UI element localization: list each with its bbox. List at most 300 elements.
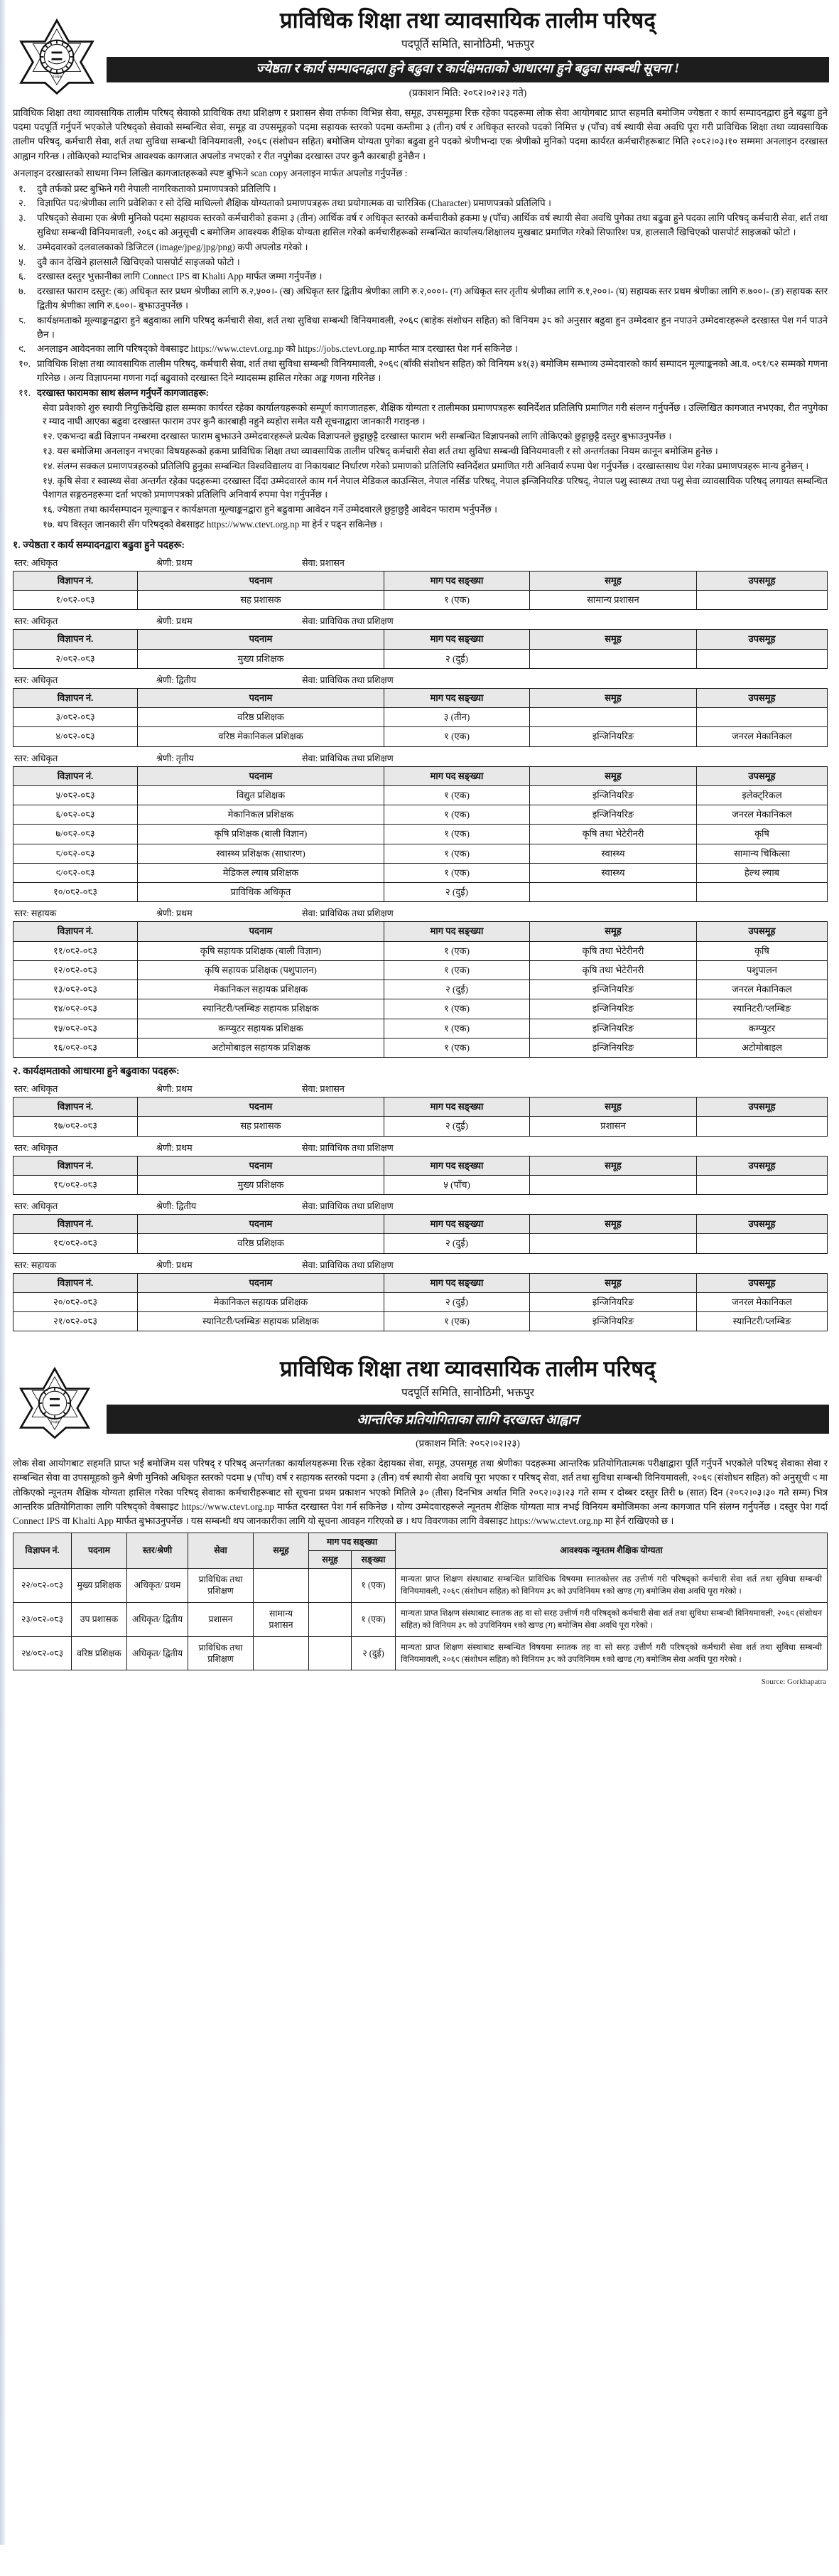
cell-group: इन्जिनियरिङ bbox=[530, 1292, 697, 1311]
cell-qualification: मान्यता प्राप्त शिक्षण संस्थाबाट सम्बन्धित प्राविधिक विषयमा स्नातकोत्तर तह उत्तीर्ण गरी परिषद्को कर्मचारी सेवा शर्त तथा सुविधा सम्बन्धी विनियमावली, २०६९ (संशोधन सहित) को विनियम ३८ को उपविनियम १को खण्ड (ग) बमोजिम सेवा अवधि पूरा गरेको । bbox=[396, 1568, 828, 1602]
cell-subgroup bbox=[697, 1117, 828, 1136]
cell-post-name: वरिष्ठ प्रशिक्षक bbox=[138, 708, 384, 727]
table-group-meta bbox=[13, 1200, 828, 1212]
source-credit: Source: Gorkhapatra bbox=[761, 1678, 826, 1687]
jobs-table bbox=[13, 1097, 828, 1137]
cell-post-name: वरिष्ठ प्रशिक्षक bbox=[72, 1636, 127, 1670]
th-group: समूह bbox=[530, 571, 697, 590]
cell-group: इन्जिनियरिङ bbox=[530, 999, 697, 1019]
list-item bbox=[13, 196, 828, 210]
notice-body bbox=[0, 99, 839, 1331]
cell-post-name: मेडिकल ल्याब प्रशिक्षक bbox=[138, 863, 384, 882]
table-row bbox=[13, 1636, 828, 1670]
cell-post-name: सह प्रशासक bbox=[138, 1117, 384, 1136]
table-row bbox=[13, 1117, 828, 1136]
th-advertisement-no: विज्ञापन नं. bbox=[13, 922, 138, 941]
table-group-meta bbox=[13, 615, 828, 627]
notice-banner-primary: ज्येष्ठता र कार्य सम्पादनद्वारा हुने बढुवा र कार्यक्षमताको आधारमा हुने बढुवा सम्बन्धी सूचना ! bbox=[107, 57, 829, 82]
th-advertisement-no: विज्ञापन नं. bbox=[13, 1156, 138, 1175]
th-group: समूह bbox=[530, 766, 697, 785]
meta-level: स्तर: अधिकृत bbox=[14, 1084, 58, 1095]
page-edge-decoration bbox=[0, 0, 5, 2545]
meta-service: सेवा: प्राविधिक तथा प्रशिक्षण bbox=[302, 753, 394, 763]
logo-container-secondary bbox=[10, 1356, 104, 1445]
list-item-text: दरखास्त फाराम दस्तुर: (क) अधिकृत स्तर प्रथम श्रेणीका लागि रु.२,५००।- (ख) अधिकृत स्तर द्वितीय श्रेणीका लागि रु.२,०००।- (ग) अधिकृत स्तर तृतीय श्रेणीका लागि रु.१,२००।- (घ) सहायक स्तर प्रथम श्रेणीका लागि रु.७००।- (ङ) सहायक स्तर द्वितीय श्रेणीका लागि रु.६००।- बुझाउनुपर्नेछ । bbox=[37, 286, 828, 311]
qualification-table-header-row bbox=[13, 1533, 828, 1550]
th-demand-count: माग पद सङ्ख्या bbox=[384, 922, 530, 941]
cell-advertisement-no: २२/०८२-०८३ bbox=[13, 1568, 72, 1602]
cell-group bbox=[530, 1175, 697, 1194]
cell-group bbox=[254, 1636, 309, 1670]
cell-group: स्वास्थ्य bbox=[530, 844, 697, 863]
cell-group: इन्जिनियरिङ bbox=[530, 1019, 697, 1038]
cell-post-name: मेकानिकल सहायक प्रशिक्षक bbox=[138, 980, 384, 999]
cell-demand-count: १ (एक) bbox=[384, 805, 530, 825]
list-item-text: दुवै तर्फको प्रस्ट बुझिने गरी नेपाली नागरिकताको प्रमाणपत्रको प्रतिलिपि । bbox=[37, 183, 276, 194]
list-item bbox=[13, 357, 828, 385]
cell-count: १ (एक) bbox=[352, 1568, 396, 1602]
th-subgroup: उपसमूह bbox=[697, 922, 828, 941]
jobs-table-header-row bbox=[13, 1156, 828, 1175]
section-2-heading: २. कार्यक्षमताको आधारमा हुने बढुवाका पदहरू: bbox=[13, 1066, 180, 1078]
th-group: समूह bbox=[254, 1533, 309, 1568]
section-2-tables bbox=[13, 1083, 828, 1331]
sub-paragraph: १७. थप विस्तृत जानकारी सँग परिषद्को वेबसाइट https://www.ctevt.org.np मा हेर्न र पढ्न सकिनेछ । bbox=[43, 519, 383, 530]
ctevt-star-emblem-icon bbox=[17, 1365, 97, 1445]
intro-paragraph: प्राविधिक शिक्षा तथा व्यावसायिक तालीम परिषद् सेवाको प्राविधिक तथा प्रशिक्षण र प्रशासन सेवा तर्फका विभिन्न सेवा, समूह, उपसमूहमा रिक्त रहेका पदहरूमा लोक सेवा आयोगबाट प्राप्त सहमति बमोजिम ज्येष्ठता र कार्य सम्पादनद्वारा हुने बढुवा हुने पदमा पदपूर्ति गर्नुपर्ने भएकोले परिषद्को सेवाको सम्बन्धित सेवा, समूह वा उपसमूहको पदमा सहायक स्तरको पदमा कम्तीमा ३ (तीन) वर्ष र अधिकृत स्तरको पदको निमित्त ५ (पाँच) वर्ष स्थायी सेवा अवधि पूरा गरी प्राविधिक शिक्षा तथा व्यावसायिक तालीम परिषद्, कर्मचारी सेवा, शर्त तथा सुविधा सम्बन्धी विनियमावली, २०६९ (संशोधन सहित) बमोजिम योग्यता पुगेका बढुवा हुने पदको श्रेणीभन्दा एक श्रेणीको मुनिको पदमा कार्यरत कर्मचारीहरूबाट मिति २०८२।०३।१० सम्ममा अनलाइन दरखास्त आह्वान गरिन्छ । तोकिएको म्यादभित्र आवश्यक कागजात अपलोड नभएको र रीत नपुगेका दरखास्त उपर कुनै कारबाही हुनेछैन । bbox=[13, 107, 828, 161]
meta-grade: श्रेणी: प्रथम bbox=[156, 616, 193, 627]
list-item-number: ३. bbox=[18, 213, 26, 224]
publication-date-primary: (प्रकाशन मिति: २०८२।०२।२३ गते) bbox=[408, 87, 527, 99]
cell-post-name: स्वास्थ्य प्रशिक्षक (साधारण) bbox=[138, 844, 384, 863]
jobs-table bbox=[13, 688, 828, 747]
section-1-tables bbox=[13, 557, 828, 1058]
cell-group: इन्जिनियरिङ bbox=[530, 980, 697, 999]
cell-subgroup: कम्प्युटर bbox=[697, 1019, 828, 1038]
th-group: समूह bbox=[530, 922, 697, 941]
cell-subgroup bbox=[697, 883, 828, 902]
cell-qualification: मान्यता प्राप्त शिक्षण संस्थाबाट सम्बन्धित विषयमा स्नातक तह वा सो सरह उत्तीर्ण गरी परिषद्को कर्मचारी सेवा शर्त तथा सुविधा सम्बन्धी विनियमावली, २०६९ (संशोधन सहित) को विनियम ३८ को उपविनियम १को खण्ड (ग) बमोजिम सेवा अवधि पूरा गरेको । bbox=[396, 1636, 828, 1670]
th-demand-count: माग पद सङ्ख्या bbox=[384, 571, 530, 590]
cell-advertisement-no: १३/०८२-०८३ bbox=[13, 980, 138, 999]
requirements-list bbox=[13, 182, 828, 400]
jobs-table-body bbox=[13, 1175, 828, 1194]
organization-title: प्राविधिक शिक्षा तथा व्यावसायिक तालीम परिषद् bbox=[279, 8, 656, 33]
th-service: सेवा bbox=[188, 1533, 254, 1568]
cell-subgroup: स्यानिटरी/प्लम्बिङ bbox=[697, 1312, 828, 1331]
jobs-table bbox=[13, 921, 828, 1058]
th-post-name: पदनाम bbox=[138, 1098, 384, 1117]
cell-level-grade: अधिकृत/ द्वितीय bbox=[127, 1636, 188, 1670]
meta-level: स्तर: अधिकृत bbox=[14, 616, 58, 627]
th-post-name: पदनाम bbox=[138, 1273, 384, 1292]
table-group-meta bbox=[13, 1259, 828, 1271]
th-advertisement-no: विज्ञापन नं. bbox=[13, 1273, 138, 1292]
cell-subgroup bbox=[697, 649, 828, 668]
cell-post-name: प्राविधिक अधिकृत bbox=[138, 883, 384, 902]
th-demand-count-parent: माग पद सङ्ख्या bbox=[309, 1533, 396, 1550]
list-item-number: ९. bbox=[18, 343, 26, 355]
list-item-text: कार्यक्षमताको मूल्याङ्कनद्वारा हुने बढुवाका लागि परिषद् कर्मचारी सेवा, शर्त तथा सुविधा सम्बन्धी विनियमावली, २०६९ (बाहेक संशोधन सहित) को विनियम ३८ को अनुसार बढुवा हुन उम्मेदवार हुन नपाउने उम्मेदवारहरूले दरखास्त पेश गर्न पाउने छैन । bbox=[37, 314, 828, 340]
cell-demand-count: १ (एक) bbox=[384, 1019, 530, 1038]
th-advertisement-no: विज्ञापन नं. bbox=[13, 1215, 138, 1234]
meta-level: स्तर: सहायक bbox=[14, 1260, 57, 1270]
cell-count: १ (एक) bbox=[352, 1602, 396, 1636]
cell-post-name: अटोमोबाइल सहायक प्रशिक्षक bbox=[138, 1038, 384, 1057]
cell-level-grade: अधिकृत/ द्वितीय bbox=[127, 1602, 188, 1636]
cell-level-grade: अधिकृत/ प्रथम bbox=[127, 1568, 188, 1602]
th-advertisement-no: विज्ञापन नं. bbox=[13, 630, 138, 649]
jobs-table-header-row bbox=[13, 571, 828, 590]
jobs-table bbox=[13, 1273, 828, 1332]
th-advertisement-no: विज्ञापन नं. bbox=[13, 571, 138, 590]
list-item-number: ७. bbox=[18, 286, 26, 297]
cell-group: प्रशासन bbox=[530, 1117, 697, 1136]
cell-subgroup: पशुपालन bbox=[697, 960, 828, 980]
meta-service: सेवा: प्राविधिक तथा प्रशिक्षण bbox=[302, 675, 394, 685]
table-row bbox=[13, 1019, 828, 1038]
jobs-table-body bbox=[13, 1234, 828, 1253]
sub-paragraph: १३. यस बमोजिमा अनलाइन नभएका विषयहरूको हकमा प्राविधिक शिक्षा तथा व्यावसायिक तालीम परिषद् कर्मचारी सेवा शर्त तथा सुविधा सम्बन्धी विनियमावली र सो अन्तर्गतका नियम कानून बमोजिम हुनेछ । bbox=[43, 446, 718, 457]
cell-post-name: विद्युत प्रशिक्षक bbox=[138, 785, 384, 805]
cell-subgroup bbox=[309, 1568, 352, 1602]
cell-demand-count: १ (एक) bbox=[384, 825, 530, 844]
cell-advertisement-no: १९/०८२-०८३ bbox=[13, 1234, 138, 1253]
masthead-primary bbox=[0, 0, 839, 99]
table-row bbox=[13, 1568, 828, 1602]
th-subgroup: उपसमूह bbox=[697, 766, 828, 785]
cell-qualification: मान्यता प्राप्त शिक्षण संस्थाबाट स्नातक तह वा सो सरह उत्तीर्ण गरी परिषद्को कर्मचारी सेवा शर्त तथा सुविधा सम्बन्धी विनियमावली, २०६९ (संशोधन सहित) को विनियम ३८ को उपविनियम १को खण्ड (ग) बमोजिम सेवा अवधि पूरा गरेको । bbox=[396, 1602, 828, 1636]
list-item bbox=[13, 211, 828, 240]
table-row bbox=[13, 960, 828, 980]
cell-demand-count: ३ (तीन) bbox=[384, 708, 530, 727]
th-post-name: पदनाम bbox=[138, 922, 384, 941]
th-subgroup: उपसमूह bbox=[697, 1156, 828, 1175]
list-item bbox=[13, 284, 828, 313]
meta-grade: श्रेणी: प्रथम bbox=[156, 1084, 193, 1095]
cell-group bbox=[530, 1234, 697, 1253]
organization-subtitle-secondary: पदपूर्ति समिति, सानोठिमी, भक्तपुर bbox=[401, 1387, 535, 1400]
meta-service: सेवा: प्राविधिक तथा प्रशिक्षण bbox=[302, 908, 394, 919]
cell-demand-count: २ (दुई) bbox=[384, 1234, 530, 1253]
th-demand-count: माग पद सङ्ख्या bbox=[384, 1215, 530, 1234]
intro-lead-line: अनलाइन दरखास्तको साथमा निम्न लिखित कागजातहरूको स्पष्ट बुझिने scan copy अनलाइन मार्फत अपलोड गर्नुपर्नेछ : bbox=[13, 167, 408, 178]
jobs-table-body bbox=[13, 591, 828, 610]
sub-paragraph: १४. संलग्न सक्कल प्रमाणपत्रहरुको प्रतिलिपि हुनुका सम्बन्धित विश्वविद्यालय वा निकायबाट निर्धारण गरेको प्रमाणको प्रतिलिपि स्वनिर्देशत प्रमाणित गरी अनिवार्य रुपमा पेश गर्नुपर्नेछ । दरखास्तसाथ पेश गरेका प्रमाणपत्रहरू मान्य हुनेछन् । bbox=[43, 460, 809, 471]
jobs-table bbox=[13, 571, 828, 611]
cell-group: कृषि तथा भेटेरीनरी bbox=[530, 941, 697, 960]
th-qualification: आवश्यक न्यूनतम शैक्षिक योग्यता bbox=[396, 1533, 828, 1568]
cell-demand-count: १ (एक) bbox=[384, 1038, 530, 1057]
table-group-meta bbox=[13, 674, 828, 686]
th-advertisement-no: विज्ञापन नं. bbox=[13, 766, 138, 785]
masthead-text-block-secondary bbox=[104, 1356, 829, 1449]
cell-demand-count: २ (दुई) bbox=[384, 883, 530, 902]
cell-advertisement-no: ६/०८२-०८३ bbox=[13, 805, 138, 825]
cell-advertisement-no: १४/०८२-०८३ bbox=[13, 999, 138, 1019]
list-item bbox=[13, 269, 828, 284]
cell-group bbox=[530, 883, 697, 902]
cell-advertisement-no: २/०८२-०८३ bbox=[13, 649, 138, 668]
th-post-name: पदनाम bbox=[138, 1215, 384, 1234]
th-group: समूह bbox=[530, 1098, 697, 1117]
cell-subgroup bbox=[697, 591, 828, 610]
th-subgroup: उपसमूह bbox=[697, 1273, 828, 1292]
cell-demand-count: १ (एक) bbox=[384, 591, 530, 610]
cell-demand-count: १ (एक) bbox=[384, 999, 530, 1019]
svg-text:२०४५: २०४५ bbox=[52, 74, 62, 80]
list-item bbox=[13, 386, 828, 400]
cell-advertisement-no: ९/०८२-०८३ bbox=[13, 863, 138, 882]
meta-service: सेवा: प्राविधिक तथा प्रशिक्षण bbox=[302, 1201, 394, 1212]
cell-post-name: वरिष्ठ मेकानिकल प्रशिक्षक bbox=[138, 727, 384, 746]
meta-level: स्तर: अधिकृत bbox=[14, 753, 58, 763]
table-row bbox=[13, 825, 828, 844]
table-group-meta bbox=[13, 1083, 828, 1095]
table-row bbox=[13, 883, 828, 902]
cell-advertisement-no: १५/०८२-०८३ bbox=[13, 1019, 138, 1038]
list-item bbox=[13, 342, 828, 356]
cell-group bbox=[254, 1568, 309, 1602]
cell-advertisement-no: १२/०८२-०८३ bbox=[13, 960, 138, 980]
table-row bbox=[13, 649, 828, 668]
table-row bbox=[13, 999, 828, 1019]
cell-group bbox=[530, 649, 697, 668]
cell-advertisement-no: १/०८२-०८३ bbox=[13, 591, 138, 610]
cell-advertisement-no: ७/०८२-०८३ bbox=[13, 825, 138, 844]
th-demand-count: माग पद सङ्ख्या bbox=[384, 1098, 530, 1117]
th-subgroup: उपसमूह bbox=[697, 688, 828, 707]
cell-post-name: मुख्य प्रशिक्षक bbox=[72, 1568, 127, 1602]
notice-body-secondary bbox=[0, 1449, 839, 1670]
cell-advertisement-no: १०/०८२-०८३ bbox=[13, 883, 138, 902]
cell-subgroup: जनरल मेकानिकल bbox=[697, 980, 828, 999]
list-item-number: ११. bbox=[18, 387, 31, 398]
table-row bbox=[13, 805, 828, 825]
th-post-name: पदनाम bbox=[138, 1156, 384, 1175]
cell-advertisement-no: १६/०८२-०८३ bbox=[13, 1038, 138, 1057]
cell-advertisement-no: ४/०८२-०८३ bbox=[13, 727, 138, 746]
list-item-text: विज्ञापित पद/श्रेणीका लागि प्रवेशिका र सो देखि माथिल्लो शैक्षिक योग्यताको प्रमाणपत्रहरू तथा प्रयोगात्मक वा चारित्रिक (Character) प्रमाणपत्रको प्रतिलिपि । bbox=[37, 198, 551, 209]
meta-service: सेवा: प्राविधिक तथा प्रशिक्षण bbox=[302, 1142, 394, 1153]
cell-advertisement-no: २३/०८२-०८३ bbox=[13, 1602, 72, 1636]
list-item-text: दरखास्त दस्तुर भुक्तानीका लागि Connect IPS वा Khalti App मार्फत जम्मा गर्नुपर्नेछ । bbox=[37, 271, 323, 282]
cell-count: २ (दुई) bbox=[352, 1636, 396, 1670]
cell-post-name: मुख्य प्रशिक्षक bbox=[138, 649, 384, 668]
th-demand-count: माग पद सङ्ख्या bbox=[384, 630, 530, 649]
meta-service: सेवा: प्रशासन bbox=[302, 1084, 345, 1095]
jobs-table-header-row bbox=[13, 922, 828, 941]
cell-subgroup bbox=[309, 1636, 352, 1670]
list-item bbox=[13, 182, 828, 196]
table-row bbox=[13, 1038, 828, 1057]
table-group-meta bbox=[13, 557, 828, 569]
th-demand-count: माग पद सङ्ख्या bbox=[384, 1156, 530, 1175]
jobs-table-body bbox=[13, 708, 828, 747]
th-post-name: पदनाम bbox=[138, 630, 384, 649]
cell-group: इन्जिनियरिङ bbox=[530, 727, 697, 746]
cell-post-name: स्यानिटरी/प्लम्बिङ सहायक प्रशिक्षक bbox=[138, 999, 384, 1019]
meta-service: सेवा: प्राविधिक तथा प्रशिक्षण bbox=[302, 616, 394, 627]
table-row bbox=[13, 591, 828, 610]
table-row bbox=[13, 1175, 828, 1194]
cell-advertisement-no: २४/०८२-०८३ bbox=[13, 1636, 72, 1670]
th-group: समूह bbox=[530, 688, 697, 707]
table-row bbox=[13, 1292, 828, 1311]
cell-advertisement-no: ३/०८२-०८३ bbox=[13, 708, 138, 727]
list-item-text: उम्मेदवारको दलवालकाको डिजिटल (image/jpeg/jpg/png) कपी अपलोड गरेको । bbox=[37, 241, 308, 252]
table-row bbox=[13, 863, 828, 882]
th-subgroup: उपसमूह bbox=[697, 1098, 828, 1117]
th-group: समूह bbox=[530, 630, 697, 649]
cell-demand-count: १ (एक) bbox=[384, 941, 530, 960]
list-item-text: परिषद्को सेवामा एक श्रेणी मुनिको पदमा सहायक स्तरको कर्मचारीको हकमा ३ (तीन) आर्थिक वर्ष र अधिकृत स्तरको कर्मचारीको हकमा ५ (पाँच) आर्थिक वर्ष स्थायी सेवा अवधि पुगेका तथा बढुवा हुने पदका लागि परिषद् कर्मचारी सेवा, शर्त तथा सुविधा सम्बन्धी विनियमावली, २०६९ को अनुसूची ९ बमोजिम आवश्यक शैक्षिक योग्यता हासिल गरेको कर्मचारीहरूको सम्बन्धित कार्यालय/शिक्षालय मुखबाट प्रमाणित गरेको सिफारिश पत्र, हालसालै खिचिएको पासपोर्ट साइजको फोटो । bbox=[37, 213, 828, 238]
list-item-number: ४. bbox=[18, 241, 26, 252]
th-post-name: पदनाम bbox=[138, 766, 384, 785]
jobs-table-header-row bbox=[13, 1273, 828, 1292]
th-level-grade: स्तर/श्रेणी bbox=[127, 1533, 188, 1568]
list-item-number: १०. bbox=[18, 358, 31, 370]
cell-post-name: सह प्रशासक bbox=[138, 591, 384, 610]
notice-banner-secondary: आन्तरिक प्रतियोगिताका लागि दरखास्त आह्वान bbox=[107, 1405, 829, 1434]
table-row bbox=[13, 844, 828, 863]
jobs-table-header-row bbox=[13, 766, 828, 785]
sub-paragraph: १२. एकभन्दा बढी विज्ञापन नम्बरमा दरखास्त फाराम बुझाउने उम्मेदवारहरूले प्रत्येक विज्ञापनले छुट्टाछुट्टै दरखास्त फाराम भरी सम्बन्धित विज्ञापनको लागि तोकिएको छुट्टाछुट्टै दस्तुर बुझाउनुपर्नेछ । bbox=[43, 431, 672, 442]
sub-paragraph: १५. कृषि सेवा र स्वास्थ्य सेवा अन्तर्गत रहेका पदहरूमा दरखास्त दिँदा उम्मेदवारले काम गर्न नेपाल मेडिकल काउन्सिल, नेपाल नर्सिङ परिषद्, नेपाल इन्जिनियरिङ परिषद्, नेपाल पशु स्वास्थ्य तथा पशु सेवा व्यावसायिक परिषद् लगायत सम्बन्धित पेशागत सङ्गठनहरूमा दर्ता भएको प्रमाणपत्रको प्रतिलिपि अनिवार्य रुपमा पेश गर्नुपर्नेछ । bbox=[43, 475, 828, 500]
masthead-secondary bbox=[0, 1348, 839, 1449]
ctevt-star-emblem-icon bbox=[17, 17, 97, 97]
cell-advertisement-no: ११/०८२-०८३ bbox=[13, 941, 138, 960]
section-divider bbox=[0, 1333, 839, 1344]
cell-subgroup bbox=[697, 708, 828, 727]
cell-subgroup: इलेक्ट्रिकल bbox=[697, 785, 828, 805]
table-group-meta bbox=[13, 1142, 828, 1154]
cell-demand-count: १ (एक) bbox=[384, 844, 530, 863]
jobs-table bbox=[13, 1214, 828, 1254]
table-row bbox=[13, 980, 828, 999]
table-row bbox=[13, 727, 828, 746]
cell-post-name: कृषि सहायक प्रशिक्षक (पशुपालन) bbox=[138, 960, 384, 980]
list-item bbox=[13, 255, 828, 269]
cell-group: इन्जिनियरिङ bbox=[530, 1038, 697, 1057]
organization-subtitle: पदपूर्ति समिति, सानोठिमी, भक्तपुर bbox=[401, 38, 535, 51]
cell-demand-count: १ (एक) bbox=[384, 727, 530, 746]
cell-service: प्राविधिक तथा प्रशिक्षण bbox=[188, 1568, 254, 1602]
cell-advertisement-no: २०/०८२-०८३ bbox=[13, 1292, 138, 1311]
sub-paragraph: सेवा प्रवेशको शुरु स्थायी नियुक्तिदेखि हाल सम्मका कार्यरत रहेका कार्यालयहरूको सम्पूर्ण कागजातहरू, शैक्षिक योग्यता र तालीमका प्रमाणपत्रहरू स्वनिर्देशत प्रतिलिपि प्रमाणित गरी संलग्न गर्नुपर्नेछ । उल्लिखित कागजात नभएका, रीत नपुगेका र म्याद नाघी आएका बढुवा दरखास्त फाराम उपर कुनै कारबाही नहुने व्यहोरा समेत यसै सूचनाद्वारा जानकारी गराइन्छ । bbox=[43, 402, 828, 427]
cell-group bbox=[530, 708, 697, 727]
cell-post-name: वरिष्ठ प्रशिक्षक bbox=[138, 1234, 384, 1253]
th-subgroup: उपसमूह bbox=[697, 630, 828, 649]
cell-demand-count: २ (दुई) bbox=[384, 649, 530, 668]
cell-group: सामान्य प्रशासन bbox=[530, 591, 697, 610]
list-item bbox=[13, 240, 828, 254]
cell-advertisement-no: १८/०८२-०८३ bbox=[13, 1175, 138, 1194]
publication-date-secondary: (प्रकाशन मिति: २०८२।०२।२३) bbox=[416, 1438, 520, 1449]
cell-post-name: मेकानिकल सहायक प्रशिक्षक bbox=[138, 1292, 384, 1311]
th-advertisement-no: विज्ञापन नं. bbox=[13, 1098, 138, 1117]
cell-subgroup: अटोमोबाइल bbox=[697, 1038, 828, 1057]
cell-post-name: कम्प्युटर सहायक प्रशिक्षक bbox=[138, 1019, 384, 1038]
list-item bbox=[13, 313, 828, 342]
cell-demand-count: १ (एक) bbox=[384, 863, 530, 882]
list-item-text: प्राविधिक शिक्षा तथा व्यावसायिक तालीम परिषद्, कर्मचारी सेवा, शर्त तथा सुविधा सम्बन्धी विनियमावली, २०६९ (बाँकी संशोधन सहित) को विनियम ४१(३) बमोजिम सम्भाव्य उम्मेदवारको कार्य सम्पादन मूल्याङ्कनको आ.व. ०८१/८२ सम्मको गणना गरिनेछ । अन्य विज्ञापनमा गणना गर्दा बढुवाको दरखास्त दिने म्यादसम्म हासिल गरेका अङ्क गणना गरिनेछ । bbox=[37, 358, 828, 384]
cell-subgroup: जनरल मेकानिकल bbox=[697, 727, 828, 746]
jobs-table-header-row bbox=[13, 1098, 828, 1117]
qualification-table bbox=[13, 1533, 828, 1671]
cell-subgroup: जनरल मेकानिकल bbox=[697, 1292, 828, 1311]
meta-grade: श्रेणी: द्वितीय bbox=[156, 675, 197, 685]
logo-container bbox=[10, 7, 104, 97]
jobs-table-body bbox=[13, 941, 828, 1058]
meta-grade: श्रेणी: प्रथम bbox=[156, 1142, 193, 1153]
th-demand-count: माग पद सङ्ख्या bbox=[384, 688, 530, 707]
cell-post-name: कृषि प्रशिक्षक (बाली विज्ञान) bbox=[138, 825, 384, 844]
cell-group: सामान्य प्रशासन bbox=[254, 1602, 309, 1636]
table-row bbox=[13, 1312, 828, 1331]
cell-subgroup: सामान्य चिकित्सा bbox=[697, 844, 828, 863]
cell-service: प्रशासन bbox=[188, 1602, 254, 1636]
cell-demand-count: २ (दुई) bbox=[384, 1292, 530, 1311]
cell-subgroup bbox=[309, 1602, 352, 1636]
cell-subgroup: कृषि bbox=[697, 825, 828, 844]
cell-advertisement-no: १७/०८२-०८३ bbox=[13, 1117, 138, 1136]
cell-subgroup bbox=[697, 1175, 828, 1194]
cell-post-name: मेकानिकल प्रशिक्षक bbox=[138, 805, 384, 825]
meta-service: सेवा: प्राविधिक तथा प्रशिक्षण bbox=[302, 1260, 394, 1270]
cell-subgroup bbox=[697, 1234, 828, 1253]
cell-demand-count: १ (एक) bbox=[384, 1312, 530, 1331]
table-group-meta bbox=[13, 907, 828, 919]
cell-group: इन्जिनियरिङ bbox=[530, 805, 697, 825]
cell-demand-count: ५ (पाँच) bbox=[384, 1175, 530, 1194]
cell-group: स्वास्थ्य bbox=[530, 863, 697, 882]
jobs-table-header-row bbox=[13, 688, 828, 707]
notice2-paragraph: लोक सेवा आयोगबाट सहमति प्राप्त भई बमोजिम यस परिषद् र परिषद् अन्तर्गतका कार्यालयहरूमा रिक्त रहेका देहायका सेवा, समूह, उपसमूह तथा श्रेणीका पदहरूमा आन्तरिक प्रतियोगितात्मक परीक्षाद्वारा पूर्ति गर्नुपर्ने भएकोले परिषद् सेवाका सेवा र सम्बन्धित सेवा वा उपसमूहको कुनै श्रेणी मुनिको अधिकृत स्तरको पदमा ५ (पाँच) वर्ष र सहायक स्तरको पदमा ३ (तीन) वर्ष स्थायी सेवा अवधि पूरा भएका र परिषद् सेवा, शर्त तथा सुविधा सम्बन्धी विनियमावली, २०६९ (संशोधन सहित) को अनुसूची ९ मा तोकिएको न्यूनतम शैक्षिक योग्यता हासिल गरेका परिषद्‌ सेवाका कर्मचारीहरूबाट सो सूचना प्रथम प्रकाशन भएको मितिले ३० (तीस) दिनभित्र अर्थात मिति २०८२।०३।२३ गते सम्म र दोब्बर दस्तुर तिरी ७ (सात) दिन (२०८२।०३।३० गते सम्म) भित्र आन्तरिक प्रतियोगिताका लागि परिषद्को वेबसाइट https://www.ctevt.org.np मार्फत दरखास्त पेश गर्न सकिनेछ । योग्य उम्मेदवारहरूले न्यूनतम शैक्षिक योग्यता मात्र नभई विनियम बमोजिमका अन्य कागजात पनि संलग्न गर्नुपर्नेछ । दस्तुर पेश गर्दा Connect IPS वा Khalti App मार्फत बुझाउनुपर्नेछ । यस सम्बन्धी थप जानकारीका लागि यो सूचना आवहन गरिएको छ । थप विवरणका लागि वेबसाइट https://www.ctevt.org.np मा हेर्न राखिएको छ । bbox=[13, 1458, 828, 1526]
cell-demand-count: १ (एक) bbox=[384, 960, 530, 980]
cell-group: इन्जिनियरिङ bbox=[530, 1312, 697, 1331]
th-group: समूह bbox=[530, 1156, 697, 1175]
meta-level: स्तर: सहायक bbox=[14, 908, 57, 919]
table-group-meta bbox=[13, 752, 828, 764]
list-item-text: दरखास्त फारामका साथ संलग्न गर्नुपर्ने कागजातहरू: bbox=[37, 387, 210, 398]
list-item-number: १. bbox=[18, 183, 26, 194]
meta-service: सेवा: प्रशासन bbox=[302, 557, 345, 568]
meta-level: स्तर: अधिकृत bbox=[14, 1201, 58, 1212]
list-item-number: ५. bbox=[18, 256, 26, 267]
cell-demand-count: २ (दुई) bbox=[384, 980, 530, 999]
cell-group: कृषि तथा भेटेरीनरी bbox=[530, 825, 697, 844]
jobs-table-header-row bbox=[13, 1215, 828, 1234]
meta-grade: श्रेणी: प्रथम bbox=[156, 1260, 193, 1270]
jobs-table-body bbox=[13, 1117, 828, 1136]
th-post-name: पदनाम bbox=[138, 571, 384, 590]
th-subgroup: समूह bbox=[309, 1550, 352, 1568]
th-subgroup: उपसमूह bbox=[697, 571, 828, 590]
cell-advertisement-no: ५/०८२-०८३ bbox=[13, 785, 138, 805]
th-demand-count: माग पद सङ्ख्या bbox=[384, 766, 530, 785]
meta-grade: श्रेणी: द्वितीय bbox=[156, 1201, 197, 1212]
meta-grade: श्रेणी: प्रथम bbox=[156, 908, 193, 919]
cell-demand-count: २ (दुई) bbox=[384, 1117, 530, 1136]
cell-demand-count: १ (एक) bbox=[384, 785, 530, 805]
cell-subgroup: कृषि bbox=[697, 941, 828, 960]
th-group: समूह bbox=[530, 1273, 697, 1292]
cell-group: इन्जिनियरिङ bbox=[530, 785, 697, 805]
table-row bbox=[13, 708, 828, 727]
jobs-table-body bbox=[13, 785, 828, 902]
th-post-name: पदनाम bbox=[72, 1533, 127, 1568]
